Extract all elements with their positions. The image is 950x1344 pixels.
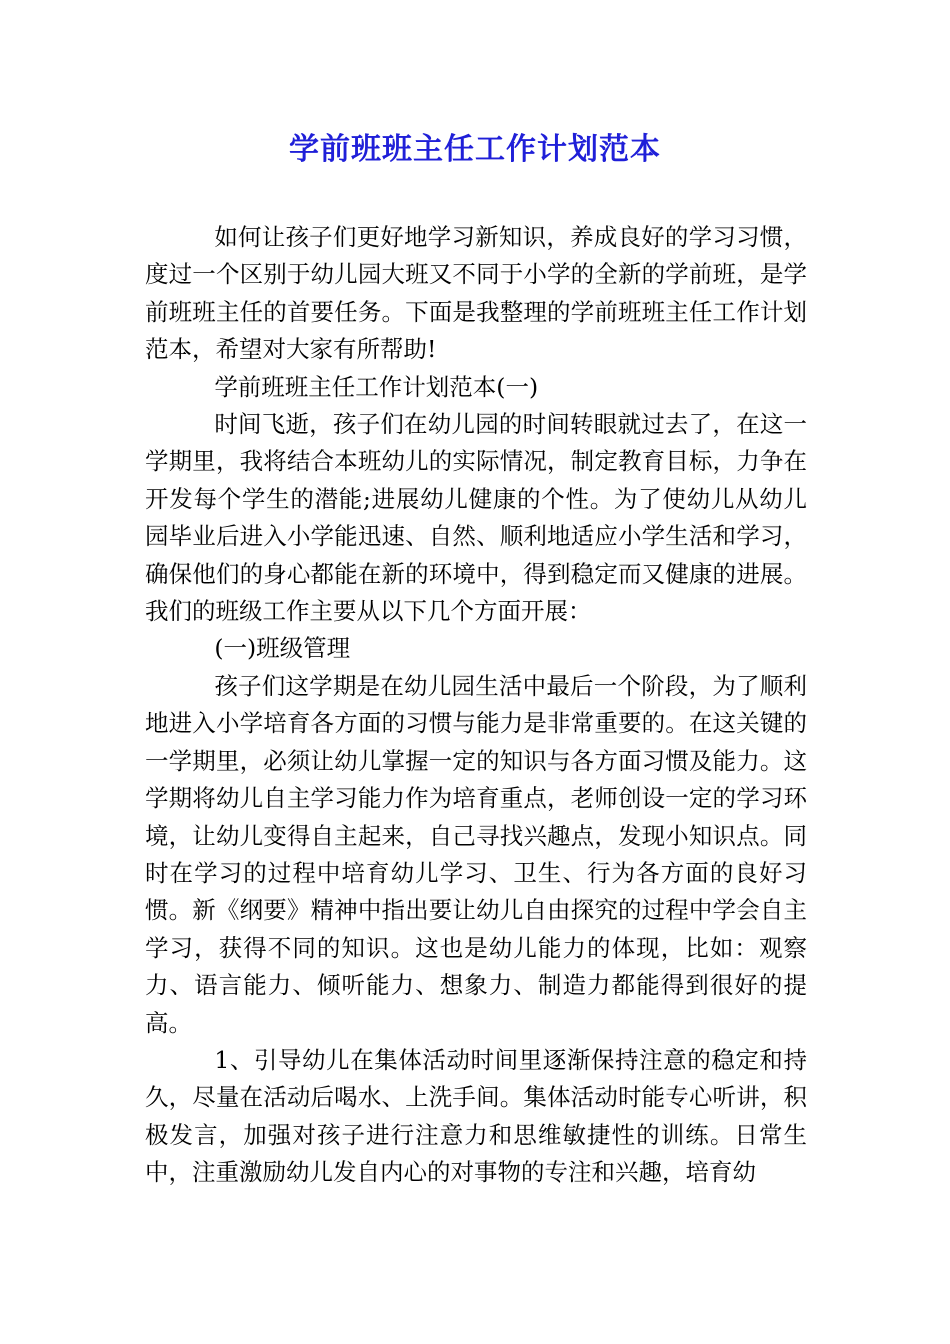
paragraph-heading-class-management: (一)班级管理 [214,634,351,663]
paragraph-intro: 如何让孩子们更好地学习新知识，养成良好的学习习惯， 度过一个区别于幼儿园大班又不同于小学的全新的学前班，是学前班班主任的首要任务。下面是我整理的学前班班主任工作计划范本，希望对大家有所帮助! [145,223,807,364]
paragraph-heading-sample-one: 学前班班主任工作计划范本(一) [214,372,539,401]
paragraph-overview: 时间飞逝，孩子们在幼儿园的时间转眼就过去了，在这一学期里，我将结合本班幼儿的实际情况，制定教育目标，力争在开发每个学生的潜能;进展幼儿健康的个性。为了使幼儿从幼儿园毕业后进入小学能迅速、自然、顺利地适应小学生活和学习，确保他们的身心都能在新的环境中，得到稳定而又健康的进展。我们的班级工作主要从以下几个方面开展： [145,410,807,626]
paragraph-item-one: 1、引导幼儿在集体活动时间里逐渐保持注意的稳定和持久，尽量在活动后喝水、上洗手间。集体活动时能专心听讲，积极发言，加强对孩子进行注意力和思维敏捷性的训练。日常生中，注重激励幼儿发自内心的对事物的专注和兴趣，培育幼 [145,1045,807,1187]
document-title: 学前班班主任工作计划范本 [289,132,661,167]
document-body [145,219,807,1192]
paragraph-class-management: 孩子们这学期是在幼儿园生活中最后一个阶段，为了顺利地进入小学培育各方面的习惯与能力是非常重要的。在这关键的一学期里，必须让幼儿掌握一定的知识与各方面习惯及能力。这学期将幼儿自主学习能力作为培育重点，老师创设一定的学习环境，让幼儿变得自主起来，自己寻找兴趣点，发现小知识点。同时在学习的过程中培育幼儿学习、卫生、行为各方面的良好习惯。新《纲要》精神中指出要让幼儿自由探究的过程中学会自主学习，获得不同的知识。这也是幼儿能力的体现，比如：观察力、语言能力、倾听能力、想象力、制造力都能得到很好的提高。 [145,671,807,1037]
